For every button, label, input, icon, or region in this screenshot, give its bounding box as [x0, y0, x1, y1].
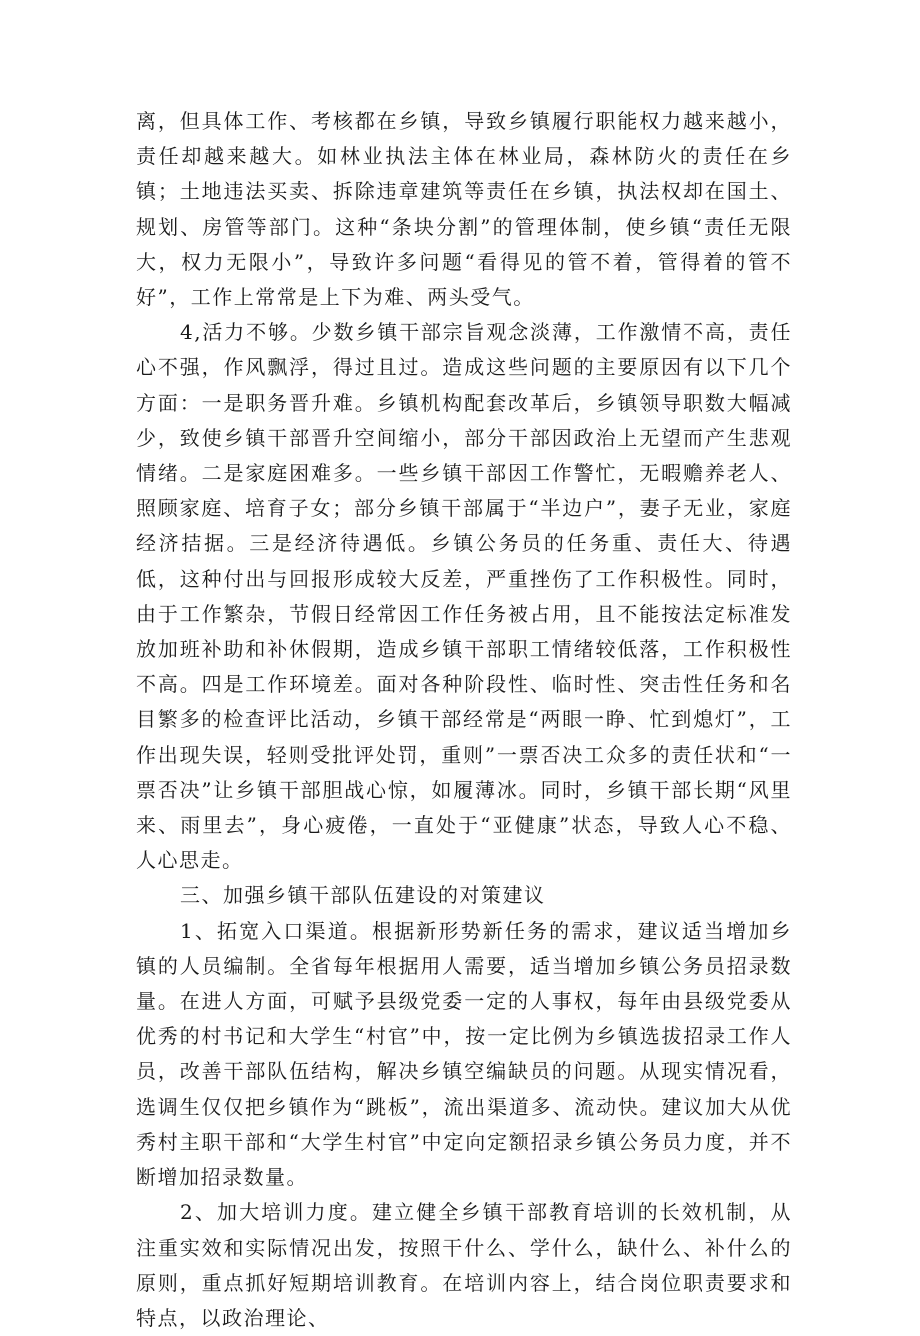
paragraph-continuation: 离，但具体工作、考核都在乡镇，导致乡镇履行职能权力越来越小，责任却越来越大。如林业执法主体在林业局，森林防火的责任在乡镇；土地违法买卖、拆除违章建筑等责任在乡镇，执法权却在国土、规划、房管等部门。这种“条块分割”的管理体制，使乡镇“责任无限大，权力无限小”，导致许多问题“看得见的管不着，管得着的管不好”，工作上常常是上下为难、两头受气。	[136, 109, 792, 310]
section-heading-suggestions: 三、加强乡镇干部队伍建设的对策建议	[180, 883, 546, 908]
document-body	[136, 104, 792, 1336]
paragraph-training: 2、加大培训力度。建立健全乡镇干部教育培训的长效机制，从注重实效和实际情况出发，按照干什么、学什么，缺什么、补什么的原则，重点抓好短期培训教育。在培训内容上，结合岗位职责要求和特点，以政治理论、	[136, 1200, 792, 1330]
paragraph-vitality: 4,活力不够。少数乡镇干部宗旨观念淡薄，工作激情不高，责任心不强，作风飘浮，得过且过。造成这些问题的主要原因有以下几个方面：一是职务晋升难。乡镇机构配套改革后，乡镇领导职数大幅减少，致使乡镇干部晋升空间缩小，部分干部因政治上无望而产生悲观情绪。二是家庭困难多。一些乡镇干部因工作警忙，无暇赡养老人、照顾家庭、培育子女；部分乡镇干部属于“半边户”，妻子无业，家庭经济拮据。三是经济待遇低。乡镇公务员的任务重、责任大、待遇低，这种付出与回报形成较大反差，严重挫伤了工作积极性。同时，由于工作繁杂，节假日经常因工作任务被占用，且不能按法定标准发放加班补助和补休假期，造成乡镇干部职工情绪较低落，工作积极性不高。四是工作环境差。面对各种阶段性、临时性、突击性任务和名目繁多的检查评比活动，乡镇干部经常是“两眼一睁、忙到熄灯”，工作出现失误，轻则受批评处罚，重则”一票否决工众多的责任状和“一票否决”让乡镇干部胆战心惊，如履薄冰。同时，乡镇干部长期“风里来、雨里去”，身心疲倦，一直处于“亚健康”状态，导致人心不稳、人心思走。	[136, 320, 792, 873]
paragraph-entry-channels: 1、拓宽入口渠道。根据新形势新任务的需求，建议适当增加乡镇的人员编制。全省每年根据用人需要，适当增加乡镇公务员招录数量。在进人方面，可赋予县级党委一定的人事权，每年由县级党委从优秀的村书记和大学生“村官”中，按一定比例为乡镇选拔招录工作人员，改善干部队伍结构，解决乡镇空编缺员的问题。从现实情况看，选调生仅仅把乡镇作为“跳板”，流出渠道多、流动快。建议加大从优秀村主职干部和“大学生村官”中定向定额招录乡镇公务员力度，并不断增加招录数量。	[136, 918, 792, 1190]
